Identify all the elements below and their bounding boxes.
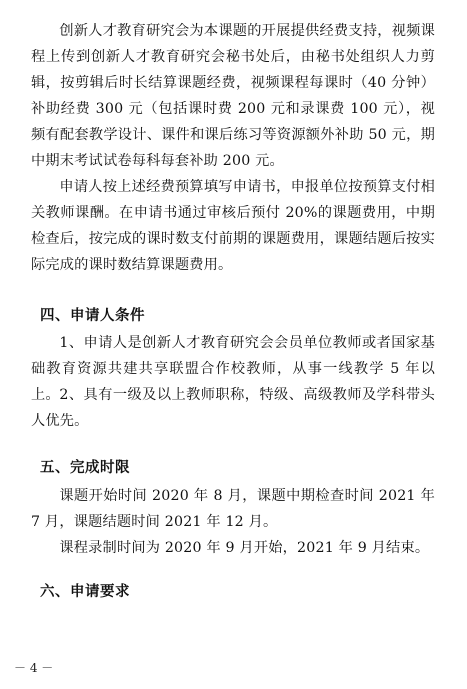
section-5-recording: 课程录制时间为 2020 年 9 月开始，2021 年 9 月结束。 <box>59 540 430 556</box>
section-4-item-1: 1、申请人是创新人才教育研究会会员单位教师或者国家基础教育资源共建共享联盟合作校教师，从事一线教学 5 年以上。 <box>31 335 435 403</box>
section-6-heading: 六、申请要求 <box>40 584 130 600</box>
payment-paragraph: 申请人按上述经费预算填写申请书，申报单位按预算支付相关教师课酬。在申请书通过审核后预付 20%的课题费用，中期检查后，按完成的课时数支付前期的课题费用，课题结题后按实际完成的课时数结算课题费用。 <box>31 179 435 273</box>
section-5-schedule: 课题开始时间 2020 年 8 月，课题中期检查时间 2021 年 7 月，课题结题时间 2021 年 12 月。 <box>31 488 435 530</box>
section-4-heading: 四、申请人条件 <box>40 308 145 324</box>
funding-paragraph: 创新人才教育研究会为本课题的开展提供经费支持，视频课程上传到创新人才教育研究会秘书处后，由秘书处组织人力剪辑，按剪辑后时长结算课题经费，视频课程每课时（40 分钟）补助经费 300 元（包括课时费 200 元和录课费 100 元），视频有配套教学设计、课件和课后练习等资源额外补助 50 元，期中期末考试试卷每科每套补助 200 元。 <box>31 23 435 169</box>
page-number: － 4 － <box>14 661 54 675</box>
section-5-heading: 五、完成时限 <box>40 460 130 476</box>
section-4-item-2: 2、具有一级及以上教师职称，特级、高级教师及学科带头人优先。 <box>31 387 435 429</box>
